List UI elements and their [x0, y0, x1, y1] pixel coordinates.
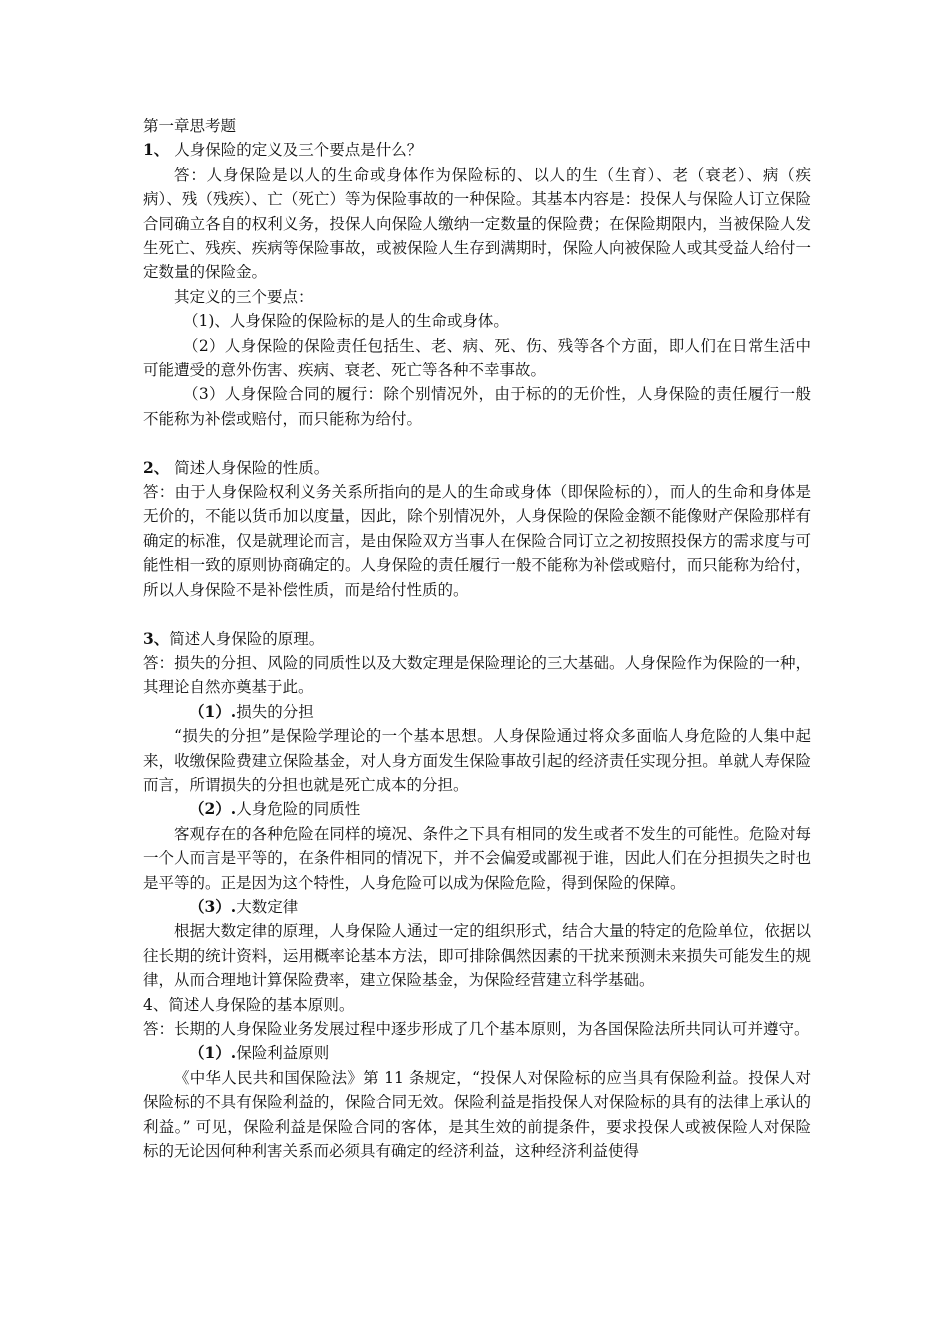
sub-title: 保险利益原则 [236, 1044, 330, 1063]
question-4: 4、简述人身保险的基本原则。 [143, 995, 355, 1014]
chapter-title: 第一章思考题 [143, 117, 237, 135]
answer-1: 答：人身保险是以人的生命或身体作为保险标的、以人的生（生育）、老（衰老）、病（疾病）、残（残疾）、亡（死亡）等为保险事故的一种保险。其基本内容是：投保人与保险人订立保险合同确立各自的权利义务，投保人向保险人缴纳一定数量的保险费；在保险期限内，当被保险人发生死亡、残疾、疾病等保险事故，或被保险人生存到满期时，保险人向被保险人或其受益人给付一定数量的保险金。 [143, 165, 811, 282]
subheading-loss-sharing [143, 700, 811, 724]
point-2: （2）人身保险的保险责任包括生、老、病、死、伤、残等各个方面，即人们在日常生活中可能遭受的意外伤害、疾病、衰老、死亡等各种不幸事故。 [143, 336, 811, 380]
sub-title: 大数定律 [236, 897, 299, 916]
paragraph-law-of-large-numbers: 根据大数定律的原理，人身保险人通过一定的组织形式，结合大量的特定的危险单位，依据以往长期的统计资料，运用概率论基本方法，即可排除偶然因素的干扰来预测未来损失可能发生的规律，从而合理地计算保险费率，建立保险基金，为保险经营建立科学基础。 [143, 922, 811, 990]
answer-4: 答：长期的人身保险业务发展过程中逐步形成了几个基本原则，为各国保险法所共同认可并遵守。 [143, 1020, 810, 1038]
sub-mark: （1）. [189, 701, 237, 721]
document-page [143, 114, 811, 1163]
spacer [143, 431, 811, 455]
point-1: （1)、人身保险的保险标的是人的生命或身体。 [183, 312, 509, 331]
answer-3: 答：损失的分担、风险的同质性以及大数定理是保险理论的三大基础。人身保险作为保险的一种，其理论自然亦奠基于此。 [143, 653, 811, 697]
subheading-risk-homogeneity [143, 797, 811, 821]
sub-mark: （2）. [189, 799, 237, 819]
question-1 [143, 138, 811, 162]
question-text: 简述人身保险的性质。 [169, 458, 330, 477]
paragraph-risk-homogeneity: 客观存在的各种危险在同样的境况、条件之下具有相同的发生或者不发生的可能性。危险对每一个人而言是平等的，在条件相同的情况下，并不会偏爱或鄙视于谁，因此人们在分担损失之时也是平等的。正是因为这个特性，人身危险可以成为保险危险，得到保险的保障。 [143, 824, 811, 892]
subheading-law-of-large-numbers [143, 895, 811, 919]
question-2 [143, 456, 811, 480]
sub-mark: （3）. [189, 896, 237, 916]
answer-2: 答：由于人身保险权利义务关系所指向的是人的生命或身体（即保险标的），而人的生命和身体是无价的，不能以货币加以度量，因此，除个别情况外，人身保险的保险金额不能像财产保险那样有确定的标准，仅是就理论而言，是由保险双方当事人在保险合同订立之初按照投保方的需求度与可能性相一致的原则协商确定的。人身保险的责任履行一般不能称为补偿或赔付，而只能称为给付，所以人身保险不是补偿性质，而是给付性质的。 [143, 483, 811, 599]
question-number: 2、 [143, 457, 170, 477]
question-number: 3、 [143, 628, 170, 648]
sub-title: 损失的分担 [236, 702, 314, 721]
sub-mark: （1）. [189, 1043, 237, 1063]
question-text: 人身保险的定义及三个要点是什么？ [169, 141, 423, 160]
points-intro: 其定义的三个要点： [174, 287, 314, 306]
paragraph-loss-sharing: “损失的分担”是保险学理论的一个基本思想。人身保险通过将众多面临人身危险的人集中起来，收缴保险费建立保险基金，对人身方面发生保险事故引起的经济责任实现分担。单就人寿保险而言，所谓损失的分担也就是死亡成本的分担。 [143, 727, 811, 794]
point-3: （3）人身保险合同的履行：除个别情况外，由于标的的无价性，人身保险的责任履行一般不能称为补偿或赔付，而只能称为给付。 [143, 385, 811, 428]
question-text: 简述人身保险的原理。 [169, 629, 325, 648]
question-number: 1、 [143, 140, 170, 160]
spacer [143, 602, 811, 626]
paragraph-insurable-interest: 《中华人民共和国保险法》第 11 条规定，“投保人对保险标的应当具有保险利益。投保人对保险标的不具有保险利益的，保险合同无效。保险利益是指投保人对保险标的具有的法律上承认的利益。” 可见，保险利益是保险合同的客体，是其生效的前提条件，要求投保人或被保险人对保险标的无论因何种利害关系而必须具有确定的经济利益，这种经济利益使得 [143, 1068, 811, 1161]
subheading-insurable-interest [143, 1041, 811, 1065]
question-3 [143, 627, 811, 651]
sub-title: 人身危险的同质性 [236, 800, 361, 819]
